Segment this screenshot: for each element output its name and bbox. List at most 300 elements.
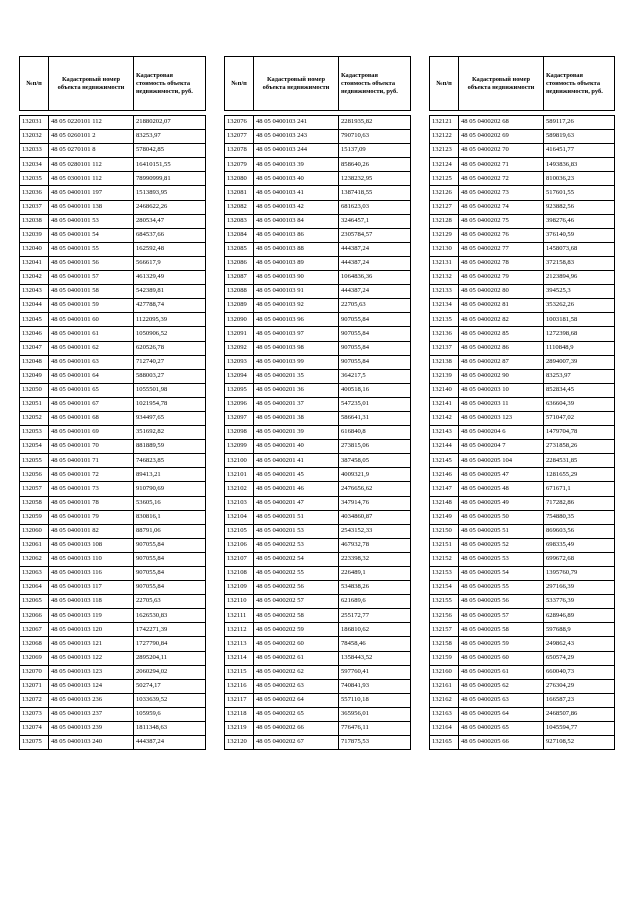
table-row xyxy=(430,440,615,454)
row-number: 132129 xyxy=(430,228,459,242)
table-row xyxy=(20,397,206,411)
row-number: 132086 xyxy=(225,256,254,270)
cadastral-cost: 1055501,98 xyxy=(134,383,206,397)
cadastral-number: 48 05 0400103 118 xyxy=(49,595,134,609)
cadastral-number: 48 05 0400103 91 xyxy=(254,285,339,299)
cadastral-cost: 427788,74 xyxy=(134,299,206,313)
cadastral-cost: 1493836,83 xyxy=(544,158,615,172)
cadastral-number: 48 05 0400201 51 xyxy=(254,510,339,524)
cadastral-table-2 xyxy=(224,56,411,750)
cadastral-number: 48 05 0400201 36 xyxy=(254,383,339,397)
table-row xyxy=(225,200,411,214)
row-number: 132063 xyxy=(20,567,49,581)
table-row xyxy=(430,397,615,411)
row-number: 132089 xyxy=(225,299,254,313)
table-row xyxy=(20,482,206,496)
cadastral-number: 48 05 0400103 89 xyxy=(254,256,339,270)
cadastral-cost: 2476656,62 xyxy=(339,482,411,496)
table-row xyxy=(20,313,206,327)
row-number: 132110 xyxy=(225,595,254,609)
cadastral-cost: 364217,5 xyxy=(339,369,411,383)
cadastral-cost: 740841,93 xyxy=(339,679,411,693)
cadastral-table-3 xyxy=(429,56,615,750)
table-row xyxy=(20,172,206,186)
cadastral-number: 48 05 0400101 78 xyxy=(49,496,134,510)
table-row xyxy=(20,454,206,468)
cadastral-number: 48 05 0400202 60 xyxy=(254,637,339,651)
row-number: 132128 xyxy=(430,214,459,228)
row-number: 132139 xyxy=(430,369,459,383)
row-number: 132156 xyxy=(430,609,459,623)
cadastral-cost: 881889,59 xyxy=(134,440,206,454)
header-cadastral-number: Кадастровый номер объекта недвижимости xyxy=(49,57,134,111)
cadastral-cost: 461329,49 xyxy=(134,271,206,285)
table-row xyxy=(430,665,615,679)
table-row xyxy=(225,482,411,496)
cadastral-number: 48 05 0400202 76 xyxy=(459,228,544,242)
cadastral-cost: 4034860,87 xyxy=(339,510,411,524)
table-row xyxy=(430,355,615,369)
cadastral-number: 48 05 0400101 68 xyxy=(49,411,134,425)
row-number: 132132 xyxy=(430,271,459,285)
row-number: 132152 xyxy=(430,552,459,566)
cadastral-number: 48 05 0400101 63 xyxy=(49,355,134,369)
header-cadastral-cost: Кадастровая стоимость объекта недвижимости, руб. xyxy=(134,57,206,111)
table-row xyxy=(20,722,206,736)
row-number: 132062 xyxy=(20,552,49,566)
cadastral-number: 48 05 0400205 48 xyxy=(459,482,544,496)
header-cadastral-number: Кадастровый номер объекта недвижимости xyxy=(254,57,339,111)
table-row xyxy=(225,214,411,228)
row-number: 132070 xyxy=(20,665,49,679)
table-row xyxy=(20,271,206,285)
table-row xyxy=(430,609,615,623)
row-number: 132144 xyxy=(430,440,459,454)
table-row xyxy=(20,355,206,369)
cadastral-cost: 400518,16 xyxy=(339,383,411,397)
cadastral-cost: 15137,09 xyxy=(339,144,411,158)
table-row xyxy=(20,242,206,256)
table-row xyxy=(225,271,411,285)
table-row xyxy=(225,383,411,397)
header-num: №п/п xyxy=(430,57,459,111)
cadastral-cost: 927108,52 xyxy=(544,736,615,750)
row-number: 132033 xyxy=(20,144,49,158)
cadastral-cost: 1122095,39 xyxy=(134,313,206,327)
table-row xyxy=(430,567,615,581)
cadastral-cost: 597760,41 xyxy=(339,665,411,679)
row-number: 132125 xyxy=(430,172,459,186)
cadastral-cost: 1513893,95 xyxy=(134,186,206,200)
cadastral-cost: 571047,02 xyxy=(544,411,615,425)
cadastral-cost: 444387,24 xyxy=(339,285,411,299)
cadastral-number: 48 05 0400101 54 xyxy=(49,228,134,242)
row-number: 132102 xyxy=(225,482,254,496)
cadastral-number: 48 05 0400202 67 xyxy=(254,736,339,750)
cadastral-number: 48 05 0400202 82 xyxy=(459,313,544,327)
cadastral-number: 48 05 0400103 117 xyxy=(49,581,134,595)
table-row xyxy=(20,496,206,510)
cadastral-number: 48 05 0400201 41 xyxy=(254,454,339,468)
table-row xyxy=(225,369,411,383)
row-number: 132058 xyxy=(20,496,49,510)
row-number: 132071 xyxy=(20,679,49,693)
cadastral-cost: 226489,1 xyxy=(339,567,411,581)
cadastral-cost: 2305784,57 xyxy=(339,228,411,242)
cadastral-number: 48 05 0400205 57 xyxy=(459,609,544,623)
cadastral-number: 48 05 0400202 75 xyxy=(459,214,544,228)
cadastral-cost: 2731858,26 xyxy=(544,440,615,454)
table-row xyxy=(225,440,411,454)
row-number: 132053 xyxy=(20,426,49,440)
table-row xyxy=(430,595,615,609)
row-number: 132145 xyxy=(430,454,459,468)
cadastral-cost: 21880202,07 xyxy=(134,116,206,130)
cadastral-cost: 276304,29 xyxy=(544,679,615,693)
table-header-row xyxy=(20,57,206,111)
cadastral-number: 48 05 0400202 78 xyxy=(459,256,544,270)
row-number: 132046 xyxy=(20,327,49,341)
cadastral-cost: 542389,81 xyxy=(134,285,206,299)
cadastral-number: 48 05 0400202 81 xyxy=(459,299,544,313)
cadastral-cost: 22705,63 xyxy=(134,595,206,609)
row-number: 132141 xyxy=(430,397,459,411)
row-number: 132031 xyxy=(20,116,49,130)
row-number: 132153 xyxy=(430,567,459,581)
row-number: 132146 xyxy=(430,468,459,482)
row-number: 132158 xyxy=(430,637,459,651)
cadastral-cost: 852834,45 xyxy=(544,383,615,397)
cadastral-number: 48 05 0400103 110 xyxy=(49,552,134,566)
cadastral-cost: 1050906,52 xyxy=(134,327,206,341)
table-row xyxy=(225,299,411,313)
table-row xyxy=(430,482,615,496)
table-row xyxy=(20,200,206,214)
cadastral-number: 48 05 0400205 54 xyxy=(459,567,544,581)
cadastral-number: 48 05 0400101 71 xyxy=(49,454,134,468)
cadastral-number: 48 05 0400101 70 xyxy=(49,440,134,454)
table-row xyxy=(430,581,615,595)
table-row xyxy=(20,609,206,623)
cadastral-number: 48 05 0400203 10 xyxy=(459,383,544,397)
cadastral-number: 48 05 0400103 108 xyxy=(49,538,134,552)
row-number: 132051 xyxy=(20,397,49,411)
table-row xyxy=(225,426,411,440)
cadastral-cost: 589117,26 xyxy=(544,116,615,130)
row-number: 132105 xyxy=(225,524,254,538)
cadastral-number: 48 05 0400103 241 xyxy=(254,116,339,130)
cadastral-cost: 387458,05 xyxy=(339,454,411,468)
cadastral-cost: 597688,9 xyxy=(544,623,615,637)
cadastral-number: 48 05 0400103 239 xyxy=(49,722,134,736)
cadastral-number: 48 05 0400202 59 xyxy=(254,623,339,637)
header-num: №п/п xyxy=(225,57,254,111)
table-row xyxy=(20,440,206,454)
cadastral-cost: 790710,63 xyxy=(339,130,411,144)
cadastral-number: 48 05 0400201 45 xyxy=(254,468,339,482)
row-number: 132121 xyxy=(430,116,459,130)
row-number: 132047 xyxy=(20,341,49,355)
cadastral-number: 48 05 0400205 60 xyxy=(459,651,544,665)
table-row xyxy=(225,736,411,750)
cadastral-cost: 353262,26 xyxy=(544,299,615,313)
table-row xyxy=(20,637,206,651)
row-number: 132115 xyxy=(225,665,254,679)
cadastral-number: 48 05 0400103 39 xyxy=(254,158,339,172)
row-number: 132135 xyxy=(430,313,459,327)
table-row xyxy=(430,468,615,482)
table-row xyxy=(20,524,206,538)
cadastral-number: 48 05 0400205 52 xyxy=(459,538,544,552)
cadastral-cost: 717282,86 xyxy=(544,496,615,510)
cadastral-number: 48 05 0400103 244 xyxy=(254,144,339,158)
table-header-row xyxy=(430,57,615,111)
cadastral-cost: 1238232,95 xyxy=(339,172,411,186)
cadastral-cost: 533776,39 xyxy=(544,595,615,609)
cadastral-cost: 1395760,79 xyxy=(544,567,615,581)
table-row xyxy=(225,679,411,693)
row-number: 132075 xyxy=(20,736,49,750)
row-number: 132074 xyxy=(20,722,49,736)
cadastral-number: 48 05 0400202 64 xyxy=(254,693,339,707)
cadastral-cost: 2543152,33 xyxy=(339,524,411,538)
row-number: 132124 xyxy=(430,158,459,172)
cadastral-cost: 3246457,1 xyxy=(339,214,411,228)
table-row xyxy=(430,256,615,270)
row-number: 132099 xyxy=(225,440,254,454)
row-number: 132093 xyxy=(225,355,254,369)
row-number: 132149 xyxy=(430,510,459,524)
row-number: 132038 xyxy=(20,214,49,228)
table-row xyxy=(430,299,615,313)
row-number: 132064 xyxy=(20,581,49,595)
row-number: 132066 xyxy=(20,609,49,623)
row-number: 132159 xyxy=(430,651,459,665)
row-number: 132104 xyxy=(225,510,254,524)
table-row xyxy=(225,538,411,552)
cadastral-number: 48 05 0400202 72 xyxy=(459,172,544,186)
row-number: 132162 xyxy=(430,693,459,707)
table-row xyxy=(20,256,206,270)
cadastral-number: 48 05 0260101 2 xyxy=(49,130,134,144)
table-row xyxy=(20,665,206,679)
cadastral-number: 48 05 0400202 90 xyxy=(459,369,544,383)
cadastral-number: 48 05 0400202 53 xyxy=(254,538,339,552)
table-row xyxy=(225,242,411,256)
row-number: 132084 xyxy=(225,228,254,242)
table-row xyxy=(20,299,206,313)
row-number: 132041 xyxy=(20,256,49,270)
table-row xyxy=(225,651,411,665)
row-number: 132137 xyxy=(430,341,459,355)
table-row xyxy=(430,651,615,665)
table-row xyxy=(225,623,411,637)
cadastral-cost: 907055,84 xyxy=(134,538,206,552)
row-number: 132098 xyxy=(225,426,254,440)
row-number: 132154 xyxy=(430,581,459,595)
row-number: 132073 xyxy=(20,707,49,721)
cadastral-number: 48 05 0400101 57 xyxy=(49,271,134,285)
cadastral-number: 48 05 0400103 121 xyxy=(49,637,134,651)
row-number: 132065 xyxy=(20,595,49,609)
table-row xyxy=(20,736,206,750)
cadastral-number: 48 05 0400202 57 xyxy=(254,595,339,609)
table-row xyxy=(430,693,615,707)
table-row xyxy=(20,186,206,200)
table-row xyxy=(225,341,411,355)
table-row xyxy=(20,228,206,242)
cadastral-number: 48 05 0400103 41 xyxy=(254,186,339,200)
cadastral-number: 48 05 0400201 46 xyxy=(254,482,339,496)
table-row xyxy=(225,693,411,707)
table-row xyxy=(225,595,411,609)
row-number: 132037 xyxy=(20,200,49,214)
cadastral-cost: 671671,1 xyxy=(544,482,615,496)
table-row xyxy=(20,116,206,130)
cadastral-number: 48 05 0400205 59 xyxy=(459,637,544,651)
table-row xyxy=(225,116,411,130)
table-row xyxy=(430,144,615,158)
cadastral-number: 48 05 0220101 112 xyxy=(49,116,134,130)
cadastral-number: 48 05 0400205 53 xyxy=(459,552,544,566)
cadastral-cost: 586641,31 xyxy=(339,411,411,425)
table-row xyxy=(430,341,615,355)
row-number: 132085 xyxy=(225,242,254,256)
cadastral-cost: 934497,65 xyxy=(134,411,206,425)
table-row xyxy=(20,679,206,693)
cadastral-number: 48 05 0400101 64 xyxy=(49,369,134,383)
table-row xyxy=(225,722,411,736)
cadastral-cost: 620526,78 xyxy=(134,341,206,355)
cadastral-cost: 660040,73 xyxy=(544,665,615,679)
cadastral-cost: 907055,84 xyxy=(339,327,411,341)
cadastral-number: 48 05 0400101 69 xyxy=(49,426,134,440)
row-number: 132151 xyxy=(430,538,459,552)
cadastral-number: 48 05 0400205 104 xyxy=(459,454,544,468)
cadastral-cost: 910790,69 xyxy=(134,482,206,496)
table-row xyxy=(430,327,615,341)
row-number: 132055 xyxy=(20,454,49,468)
row-number: 132090 xyxy=(225,313,254,327)
cadastral-cost: 717875,53 xyxy=(339,736,411,750)
table-row xyxy=(20,510,206,524)
table-row xyxy=(225,524,411,538)
table-row xyxy=(430,510,615,524)
row-number: 132101 xyxy=(225,468,254,482)
row-number: 132106 xyxy=(225,538,254,552)
table-row xyxy=(430,679,615,693)
cadastral-number: 48 05 0400103 123 xyxy=(49,665,134,679)
row-number: 132157 xyxy=(430,623,459,637)
row-number: 132116 xyxy=(225,679,254,693)
cadastral-cost: 2895204,11 xyxy=(134,651,206,665)
cadastral-number: 48 05 0400202 69 xyxy=(459,130,544,144)
row-number: 132050 xyxy=(20,383,49,397)
cadastral-number: 48 05 0400202 77 xyxy=(459,242,544,256)
cadastral-number: 48 05 0400201 47 xyxy=(254,496,339,510)
cadastral-cost: 2468507,86 xyxy=(544,707,615,721)
row-number: 132092 xyxy=(225,341,254,355)
cadastral-cost: 83253,97 xyxy=(544,369,615,383)
cadastral-cost: 83253,97 xyxy=(134,130,206,144)
table-row xyxy=(225,130,411,144)
cadastral-cost: 2060294,02 xyxy=(134,665,206,679)
row-number: 132163 xyxy=(430,707,459,721)
cadastral-number: 48 05 0400205 63 xyxy=(459,693,544,707)
row-number: 132049 xyxy=(20,369,49,383)
header-num: №п/п xyxy=(20,57,49,111)
table-row xyxy=(225,158,411,172)
cadastral-cost: 907055,84 xyxy=(339,341,411,355)
cadastral-cost: 50274,17 xyxy=(134,679,206,693)
cadastral-number: 48 05 0400103 97 xyxy=(254,327,339,341)
table-row xyxy=(225,496,411,510)
row-number: 132130 xyxy=(430,242,459,256)
row-number: 132136 xyxy=(430,327,459,341)
cadastral-number: 48 05 0400103 96 xyxy=(254,313,339,327)
cadastral-cost: 372158,83 xyxy=(544,256,615,270)
table-row xyxy=(20,341,206,355)
cadastral-cost: 517601,55 xyxy=(544,186,615,200)
row-number: 132091 xyxy=(225,327,254,341)
row-number: 132036 xyxy=(20,186,49,200)
row-number: 132164 xyxy=(430,722,459,736)
table-row xyxy=(20,595,206,609)
cadastral-number: 48 05 0400205 49 xyxy=(459,496,544,510)
cadastral-number: 48 05 0400103 40 xyxy=(254,172,339,186)
cadastral-cost: 698335,49 xyxy=(544,538,615,552)
cadastral-number: 48 05 0400202 80 xyxy=(459,285,544,299)
table-row xyxy=(225,256,411,270)
row-number: 132083 xyxy=(225,214,254,228)
cadastral-number: 48 05 0400101 67 xyxy=(49,397,134,411)
cadastral-cost: 830816,1 xyxy=(134,510,206,524)
row-number: 132147 xyxy=(430,482,459,496)
cadastral-cost: 89413,21 xyxy=(134,468,206,482)
cadastral-cost: 566617,9 xyxy=(134,256,206,270)
table-row xyxy=(430,158,615,172)
row-number: 132126 xyxy=(430,186,459,200)
row-number: 132120 xyxy=(225,736,254,750)
cadastral-number: 48 05 0400201 37 xyxy=(254,397,339,411)
row-number: 132094 xyxy=(225,369,254,383)
table-row xyxy=(20,158,206,172)
row-number: 132067 xyxy=(20,623,49,637)
row-number: 132076 xyxy=(225,116,254,130)
table-row xyxy=(430,242,615,256)
cadastral-number: 48 05 0400202 63 xyxy=(254,679,339,693)
row-number: 132077 xyxy=(225,130,254,144)
cadastral-number: 48 05 0400204 6 xyxy=(459,426,544,440)
table-row xyxy=(225,313,411,327)
cadastral-cost: 1387418,55 xyxy=(339,186,411,200)
row-number: 132080 xyxy=(225,172,254,186)
row-number: 132048 xyxy=(20,355,49,369)
row-number: 132140 xyxy=(430,383,459,397)
row-number: 132123 xyxy=(430,144,459,158)
cadastral-cost: 1479704,78 xyxy=(544,426,615,440)
table-row xyxy=(20,285,206,299)
header-cadastral-cost: Кадастровая стоимость объекта недвижимости, руб. xyxy=(544,57,615,111)
row-number: 132118 xyxy=(225,707,254,721)
row-number: 132059 xyxy=(20,510,49,524)
cadastral-number: 48 05 0400205 65 xyxy=(459,722,544,736)
cadastral-number: 48 05 0400103 88 xyxy=(254,242,339,256)
cadastral-number: 48 05 0400101 56 xyxy=(49,256,134,270)
cadastral-number: 48 05 0400202 61 xyxy=(254,651,339,665)
cadastral-number: 48 05 0400202 65 xyxy=(254,707,339,721)
cadastral-cost: 1110848,9 xyxy=(544,341,615,355)
